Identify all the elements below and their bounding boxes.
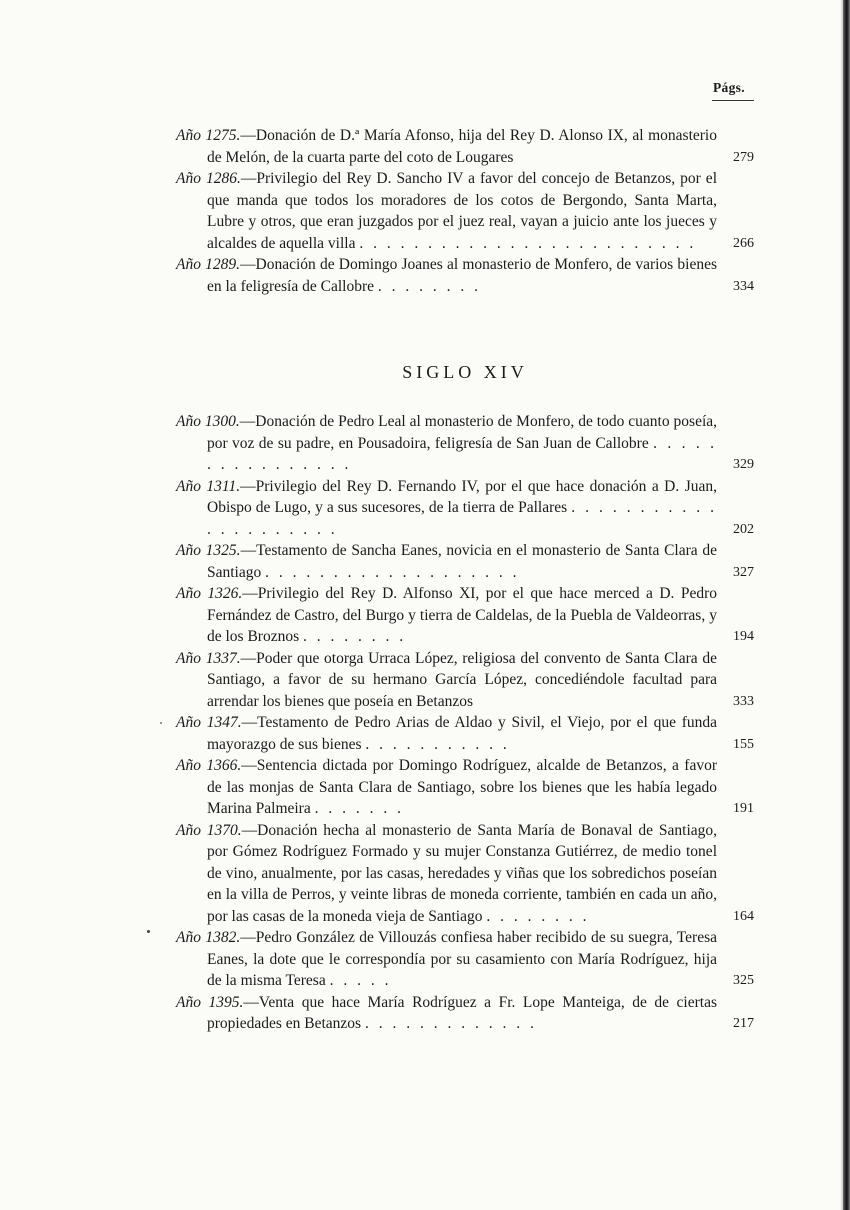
index-entry xyxy=(176,712,754,755)
entry-text: —Privilegio del Rey D. Alfonso XI, por el que hace merced a D. Pedro Fernández de Castro, del Burgo y tierra de Caldelas, de la Puebla de Valdeorras, y de los Broznos xyxy=(207,585,717,645)
entry-page-number: 325 xyxy=(733,973,754,988)
section-13-entries xyxy=(176,125,754,297)
entry-page-number: 202 xyxy=(733,521,754,537)
entry-year: Año 1382. xyxy=(176,929,241,946)
entry-year: Año 1395. xyxy=(176,993,244,1011)
entry-year: Año 1347. xyxy=(176,714,242,731)
index-entry xyxy=(176,992,754,1035)
entry-year: Año 1337. xyxy=(176,649,241,667)
entry-page-number: 333 xyxy=(733,693,754,709)
entry-year: Año 1370. xyxy=(176,821,242,839)
entry-text: —Poder que otorga Urraca López, religiosa del convento de Santa Clara de Santiago, a favor de su hermano García López, concediéndole facultad para arrendar los bienes que poseía en Betanzos xyxy=(207,649,718,710)
index-entry xyxy=(176,168,754,254)
entry-year: Año 1286. xyxy=(176,170,241,187)
entry-text: —Donación hecha al monasterio de Santa María de Bonaval de Santiago, por Gómez Rodríguez Formado y su mujer Constanza Gutiérrez, de medio tonel de vino, anualmente, por las casas, heredades y viñas que los sobredichos poseían en la villa de Perros, y veinte libras de moneda corriente, también en cada un año, por las casas de la moneda vieja de Santiago xyxy=(207,821,718,925)
scan-speck xyxy=(147,930,150,933)
index-entry xyxy=(176,254,754,297)
entry-page-number: 329 xyxy=(733,457,754,472)
entry-year: Año 1325. xyxy=(176,542,241,559)
page-binding-shadow xyxy=(840,0,843,1210)
entry-text: —Sentencia dictada por Domingo Rodríguez, alcalde de Betanzos, a favor de las monjas de Santa Clara de Santiago, sobre los bienes que les había legado Marina Palmeira xyxy=(207,757,717,817)
entry-year: Año 1289. xyxy=(176,256,241,273)
entry-year: Año 1300. xyxy=(176,413,240,430)
index-entry xyxy=(176,755,754,820)
index-entry xyxy=(176,411,754,476)
entry-page-number: 327 xyxy=(733,564,754,580)
entry-leader-dots: . . . . . . . . . . . . . . . . . . . xyxy=(265,563,520,581)
century-heading: SIGLO XIV xyxy=(402,362,528,382)
entry-page-number: 266 xyxy=(733,235,754,251)
index-entry xyxy=(176,476,754,541)
entry-text: —Donación de D.ª María Afonso, hija del Rey D. Alonso IX, al monasterio de Melón, de la cuarta parte del coto de Lougares xyxy=(207,127,717,166)
entry-leader-dots: . . . . . . . . . . . . . . . . . . . . . . . . . xyxy=(359,234,697,252)
entry-leader-dots: . . . . . . . . . . . . . xyxy=(364,1015,537,1032)
entry-page-number: 279 xyxy=(733,149,754,165)
entry-text: —Testamento de Sancha Eanes, novicia en el monasterio de Santa Clara de Santiago xyxy=(207,542,717,581)
entry-text: —Testamento de Pedro Arias de Aldao y Sivil, el Viejo, por el que funda mayorazgo de sus bienes xyxy=(207,714,718,753)
entry-leader-dots: . . . . . . . . xyxy=(486,907,590,925)
entry-page-number: 217 xyxy=(733,1016,754,1031)
index-entry xyxy=(176,820,754,928)
entry-text: —Privilegio del Rey D. Fernando IV, por el que hace donación a D. Juan, Obispo de Lugo, y a sus sucesores, de la tierra de Pallares xyxy=(207,477,717,516)
index-entry xyxy=(176,583,754,648)
entry-page-number: 191 xyxy=(733,801,754,816)
entry-leader-dots: . . . . . xyxy=(329,972,392,989)
index-entry xyxy=(176,125,754,168)
entry-leader-dots: . . . . . . . xyxy=(314,800,404,817)
entry-page-number: 334 xyxy=(733,278,754,294)
entry-page-number: 164 xyxy=(733,908,754,924)
entry-year: Año 1366. xyxy=(176,757,242,774)
index-entry xyxy=(176,648,754,713)
index-entry xyxy=(176,927,754,992)
entry-text: —Pedro González de Villouzás confiesa haber recibido de su suegra, Teresa Eanes, la dote que le correspondía por su casamiento con María Rodríguez, hija de la misma Teresa xyxy=(207,929,717,989)
entry-leader-dots: . . . . . . . . . . . . . . . . xyxy=(207,434,718,473)
page-binding-edge xyxy=(843,0,850,1210)
entry-year: Año 1326. xyxy=(176,585,243,602)
entry-leader-dots: . . . . . . . . . . . . . . . . . . . . . xyxy=(207,499,718,538)
entry-text: —Donación de Pedro Leal al monasterio de Monfero, de todo cuanto poseía, por voz de su padre, en Pousadoira, feligresía de San Juan de Callobre xyxy=(207,413,718,452)
entry-page-number: 194 xyxy=(733,629,754,644)
scan-speck xyxy=(160,722,162,724)
section-14-entries xyxy=(176,411,754,1035)
entry-leader-dots: . . . . . . . . xyxy=(377,277,481,295)
page-column-rule xyxy=(712,100,754,101)
page-column-label: Págs. xyxy=(713,80,745,95)
entry-text: —Donación de Domingo Joanes al monasterio de Monfero, de varios bienes en la feligresía de Callobre xyxy=(207,256,717,295)
entry-text: —Privilegio del Rey D. Sancho IV a favor del concejo de Betanzos, por el que manda que todos los moradores de los cotos de Bergondo, Santa Marta, Lubre y otros, que eran juzgados por el juez real, vayan a juicio ante los jueces y alcaldes de aquella villa xyxy=(207,170,717,252)
index-entry xyxy=(176,540,754,583)
entry-year: Año 1311. xyxy=(176,477,241,495)
entry-page-number: 155 xyxy=(733,736,754,752)
entry-leader-dots: . . . . . . . . xyxy=(303,628,407,645)
entry-leader-dots: . . . . . . . . . . . xyxy=(365,735,510,753)
entry-text: —Venta que hace María Rodríguez a Fr. Lope Manteiga, de de ciertas propiedades en Betanzos xyxy=(207,993,717,1032)
entry-year: Año 1275. xyxy=(176,127,241,144)
